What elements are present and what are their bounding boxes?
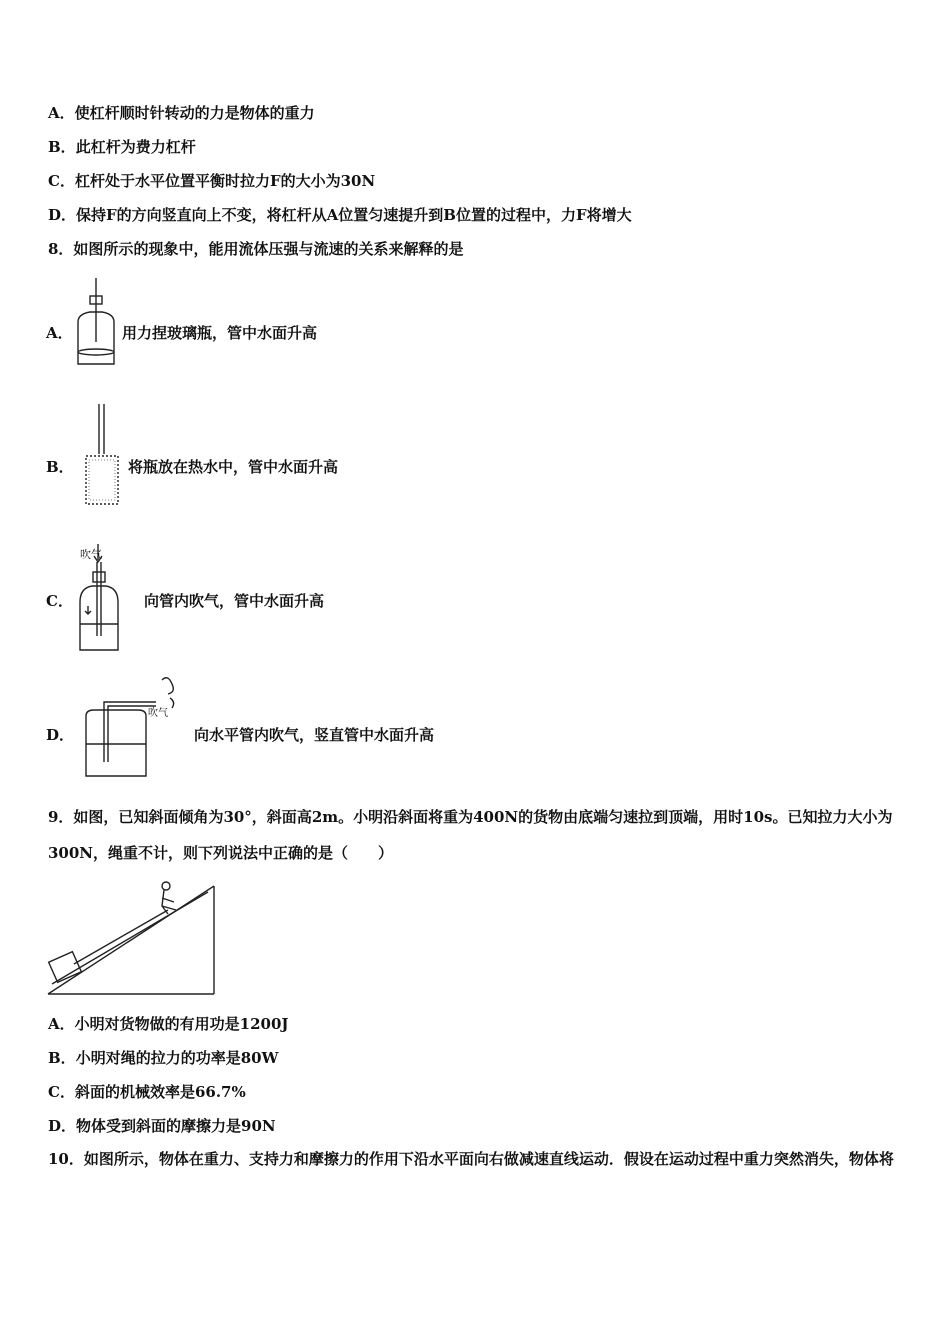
q8-option-d-label: D． (46, 726, 75, 744)
q8-figure-b-bottle (80, 404, 124, 508)
q7-option-b (48, 136, 196, 157)
q9-option-d (48, 1115, 276, 1136)
q9-option-b (48, 1047, 278, 1068)
q8-figure-c-label: 吹气 (80, 548, 102, 561)
option-label: D． (48, 206, 77, 224)
q9-option-c (48, 1081, 246, 1102)
q8-stem: 8．如图所示的现象中，能用流体压强与流速的关系来解释的是 (48, 240, 464, 258)
q8-option-b-label: B． (46, 458, 74, 476)
q8-option-c-text: 向管内吹气，管中水面升高 (144, 592, 325, 610)
q8-option-d-text: 向水平管内吹气，竖直管中水面升高 (194, 726, 435, 744)
option-text: 此杠杆为费力杠杆 (75, 138, 196, 156)
option-label: C． (48, 172, 75, 190)
q7-option-c (48, 170, 375, 191)
q8-figure-d-label: 吹气 (148, 708, 168, 719)
q7-option-a (48, 102, 315, 123)
option-label: D． (48, 1117, 77, 1135)
q8-option-b-text: 将瓶放在热水中，管中水面升高 (128, 458, 339, 476)
option-text: 杠杆处于水平位置平衡时拉力F的大小为30N (74, 172, 376, 190)
q8-figure-a-bottle (72, 276, 120, 368)
q9-stem: 9．如图，已知斜面倾角为30°，斜面高2m。小明沿斜面将重为400N的货物由底端匀速拉到顶端，用时10s。已知拉力大小为300N，绳重不计，则下列说法中正确的是（ ） (48, 808, 893, 862)
option-label: B． (48, 138, 76, 156)
option-label: A． (48, 1015, 75, 1033)
option-text: 小明对绳的拉力的功率是80W (75, 1049, 279, 1067)
q9-option-a (48, 1013, 289, 1034)
option-label: A． (48, 104, 75, 122)
q9-figure-incline (44, 876, 220, 998)
option-text: 物体受到斜面的摩擦力是90N (76, 1117, 276, 1135)
q8-option-a-label: A． (46, 324, 73, 342)
option-label: B． (48, 1049, 76, 1067)
option-text: 小明对货物做的有用功是1200J (74, 1015, 289, 1033)
q10-stem: 10．如图所示，物体在重力、支持力和摩擦力的作用下沿水平面向右做减速直线运动．假设在运动过程中重力突然消失，物体将 (48, 1150, 894, 1168)
option-text: 使杠杆顺时针转动的力是物体的重力 (74, 104, 315, 122)
q7-option-d (48, 204, 632, 225)
option-text: 保持F的方向竖直向上不变，将杠杆从A位置匀速提升到B位置的过程中，力F将增大 (76, 206, 632, 224)
q8-option-c-label: C． (46, 592, 73, 610)
option-text: 斜面的机械效率是66.7% (74, 1083, 246, 1101)
q8-option-a-text: 用力捏玻璃瓶，管中水面升高 (122, 324, 318, 342)
q8-figure-d-beaker (80, 672, 190, 782)
option-label: C． (48, 1083, 75, 1101)
